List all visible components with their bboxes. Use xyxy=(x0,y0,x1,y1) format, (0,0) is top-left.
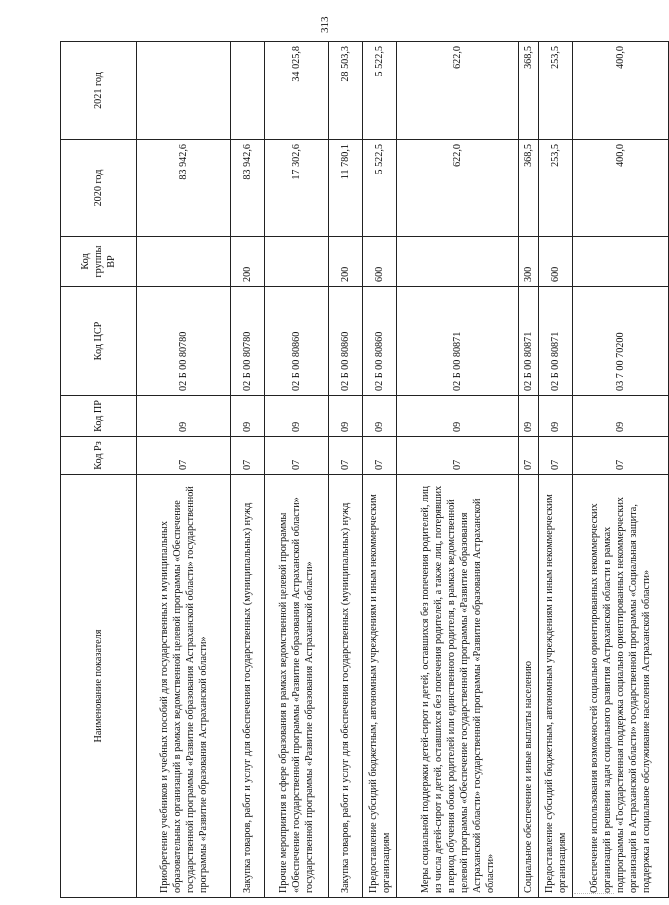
row-vr: 200 xyxy=(231,237,265,287)
row-csr: 02 Б 00 80860 xyxy=(265,287,329,396)
row-pr: 09 xyxy=(573,396,669,437)
header-2020: 2020 год xyxy=(61,140,137,237)
row-2020: 11 780,1 xyxy=(329,140,363,237)
table-row xyxy=(363,42,397,898)
row-rz: 07 xyxy=(137,437,231,475)
row-name: Обеспечение использования возможностей социально ориентированных некоммерческих организаций в решении задач социального развития Астраханской области в рамках подпрограммы «Государственная поддержка социально ориентированных некоммерческих организаций в Астраханской области» государственной программы «Социальная защита, поддержка и социальное обслуживание населения Астраханской области» xyxy=(573,475,669,898)
header-rz: Код Рз xyxy=(61,437,137,475)
row-rz: 07 xyxy=(539,437,573,475)
row-2021 xyxy=(231,42,265,140)
row-pr: 09 xyxy=(265,396,329,437)
row-csr: 03 7 00 70200 xyxy=(573,287,669,396)
row-2021: 34 025,8 xyxy=(265,42,329,140)
rotated-table-container xyxy=(60,42,652,898)
row-name: Закупка товаров, работ и услуг для обеспечения государственных (муниципальных) нужд xyxy=(231,475,265,898)
row-pr: 09 xyxy=(137,396,231,437)
row-pr: 09 xyxy=(397,396,519,437)
row-vr xyxy=(265,237,329,287)
row-2020: 400,0 xyxy=(573,140,669,237)
row-csr: 02 Б 00 80871 xyxy=(519,287,539,396)
row-rz: 07 xyxy=(363,437,397,475)
row-name: Прочие мероприятия в сфере образования в рамках ведомственной целевой программы «Обеспечение государственной программы «Развитие образования Астраханской области» государственной программы «Развитие образования Астраханской области» xyxy=(265,475,329,898)
row-2020: 368,5 xyxy=(519,140,539,237)
table-row xyxy=(231,42,265,898)
row-name: Меры социальной поддержки детей-сирот и детей, оставшихся без попечения родителей, лиц из числа детей-сирот и детей, оставшихся без попечения родителей, а также лиц, потерявших в период обучения обоих родителей или единственного родителя, в рамках ведомственной целевой программы «Обеспечение государственной программы «Развитие образования Астраханской области» государственной программы «Развитие образования Астраханской области» xyxy=(397,475,519,898)
table-row xyxy=(519,42,539,898)
table-row xyxy=(265,42,329,898)
row-rz: 07 xyxy=(573,437,669,475)
row-rz: 07 xyxy=(397,437,519,475)
table-header-row xyxy=(61,42,137,898)
row-csr: 02 Б 00 80860 xyxy=(363,287,397,396)
row-rz: 07 xyxy=(329,437,363,475)
row-2021 xyxy=(137,42,231,140)
budget-table xyxy=(60,41,669,898)
row-pr: 09 xyxy=(363,396,397,437)
row-vr: 600 xyxy=(363,237,397,287)
row-2020: 253,5 xyxy=(539,140,573,237)
row-2020: 83 942,6 xyxy=(231,140,265,237)
row-name: Приобретение учебников и учебных пособий для государственных и муниципальных образовательных организаций в рамках ведомственной целевой программы «Обеспечение государственной программы «Развитие образования Астраханской области» государственной программы «Развитие образования Астраханской области» xyxy=(137,475,231,898)
row-pr: 09 xyxy=(329,396,363,437)
row-vr: 300 xyxy=(519,237,539,287)
table-row xyxy=(137,42,231,898)
row-csr: 02 Б 00 80871 xyxy=(539,287,573,396)
header-csr: Код ЦСР xyxy=(61,287,137,396)
row-csr: 02 Б 00 80780 xyxy=(231,287,265,396)
row-rz: 07 xyxy=(519,437,539,475)
row-name: Закупка товаров, работ и услуг для обеспечения государственных (муниципальных) нужд xyxy=(329,475,363,898)
row-name: Предоставление субсидий бюджетным, автономным учреждениям и иным некоммерческим организациям xyxy=(539,475,573,898)
row-csr: 02 Б 00 80871 xyxy=(397,287,519,396)
row-2021: 5 522,5 xyxy=(363,42,397,140)
table-row xyxy=(573,42,669,898)
header-vr: Код группы ВР xyxy=(61,237,137,287)
row-2020: 5 522,5 xyxy=(363,140,397,237)
row-pr: 09 xyxy=(231,396,265,437)
header-2021: 2021 год xyxy=(61,42,137,140)
row-2021: 28 503,3 xyxy=(329,42,363,140)
row-rz: 07 xyxy=(231,437,265,475)
page-number: 313 xyxy=(319,16,331,34)
row-csr: 02 Б 00 80780 xyxy=(137,287,231,396)
row-vr: 200 xyxy=(329,237,363,287)
row-pr: 09 xyxy=(519,396,539,437)
row-csr: 02 Б 00 80860 xyxy=(329,287,363,396)
row-vr xyxy=(397,237,519,287)
header-pr: Код ПР xyxy=(61,396,137,437)
row-name: Социальное обеспечение и иные выплаты населению xyxy=(519,475,539,898)
scan-mark xyxy=(574,893,614,896)
row-2020: 17 302,6 xyxy=(265,140,329,237)
row-2021: 368,5 xyxy=(519,42,539,140)
row-rz: 07 xyxy=(265,437,329,475)
table-sheet xyxy=(60,42,652,898)
row-vr: 600 xyxy=(539,237,573,287)
row-2021: 253,5 xyxy=(539,42,573,140)
header-name: Наименование показателя xyxy=(61,475,137,898)
row-2021: 622,0 xyxy=(397,42,519,140)
row-2020: 83 942,6 xyxy=(137,140,231,237)
row-vr xyxy=(573,237,669,287)
row-pr: 09 xyxy=(539,396,573,437)
row-2021: 400,0 xyxy=(573,42,669,140)
row-2020: 622,0 xyxy=(397,140,519,237)
row-vr xyxy=(137,237,231,287)
table-row xyxy=(329,42,363,898)
row-name: Предоставление субсидий бюджетным, автономным учреждениям и иным некоммерческим организациям xyxy=(363,475,397,898)
table-row xyxy=(539,42,573,898)
table-row xyxy=(397,42,519,898)
